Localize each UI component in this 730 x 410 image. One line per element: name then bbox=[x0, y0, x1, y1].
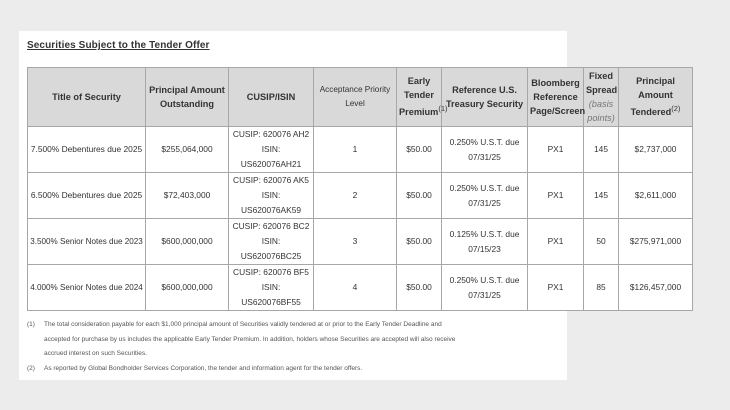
cell-premium: $50.00 bbox=[397, 219, 442, 265]
cell-treasury bbox=[442, 127, 528, 173]
header-title-of-security: Title of Security bbox=[28, 68, 146, 127]
cell-treasury bbox=[442, 173, 528, 219]
cell-principal: $255,064,000 bbox=[146, 127, 229, 173]
header-fixed-spread bbox=[584, 68, 619, 127]
cell-principal: $72,403,000 bbox=[146, 173, 229, 219]
footnote-1 bbox=[27, 318, 507, 362]
cell-premium: $50.00 bbox=[397, 127, 442, 173]
cell-isin: ISIN: US620076BF55 bbox=[241, 282, 301, 307]
cell-treasury-line1: 0.250% U.S.T. due bbox=[449, 182, 520, 193]
header-principal-amount: Principal Amount Outstanding bbox=[146, 68, 229, 127]
cell-tendered: $2,737,000 bbox=[619, 127, 693, 173]
cell-isin: ISIN: US620076AH21 bbox=[240, 144, 302, 169]
cell-bloomberg: PX1 bbox=[528, 219, 584, 265]
cell-principal: $600,000,000 bbox=[146, 219, 229, 265]
cell-premium: $50.00 bbox=[397, 173, 442, 219]
cell-treasury bbox=[442, 219, 528, 265]
cell-treasury-line2: 07/15/23 bbox=[468, 243, 501, 254]
cell-title: 4.000% Senior Notes due 2024 bbox=[28, 265, 146, 311]
cell-tendered: $2,611,000 bbox=[619, 173, 693, 219]
footnote-ref-1: (1) bbox=[438, 104, 448, 114]
cell-cusip-isin bbox=[229, 265, 314, 311]
cell-tendered: $126,457,000 bbox=[619, 265, 693, 311]
cell-treasury-line1: 0.250% U.S.T. due bbox=[449, 274, 520, 285]
cell-priority: 3 bbox=[314, 219, 397, 265]
cell-isin: ISIN: US620076BC25 bbox=[240, 236, 302, 261]
footnote-line: accepted for purchase by us includes the applicable Early Tender Premium. In addition, holders whose Securities are accepted will also receive bbox=[44, 335, 456, 343]
cell-cusip: CUSIP: 620076 AH2 bbox=[232, 129, 310, 139]
cell-spread: 85 bbox=[584, 265, 619, 311]
footnote-number: (1) bbox=[27, 321, 35, 328]
securities-table bbox=[27, 67, 693, 311]
cell-bloomberg: PX1 bbox=[528, 173, 584, 219]
table-header-row bbox=[28, 68, 693, 127]
cell-premium: $50.00 bbox=[397, 265, 442, 311]
footnote-line: The total consideration payable for each $1,000 principal amount of Securities validly tendered at or prior to the Early Tender Deadline and bbox=[44, 321, 442, 328]
table-row bbox=[28, 173, 693, 219]
header-fixed-spread-unit: (basis points) bbox=[587, 99, 615, 123]
cell-bloomberg: PX1 bbox=[528, 265, 584, 311]
table-row bbox=[28, 127, 693, 173]
header-early-tender-premium bbox=[397, 68, 448, 127]
cell-priority: 1 bbox=[314, 127, 397, 173]
footnote-number: (2) bbox=[27, 364, 35, 372]
cell-principal: $600,000,000 bbox=[146, 265, 229, 311]
table-row bbox=[28, 219, 693, 265]
cell-bloomberg: PX1 bbox=[528, 127, 584, 173]
footnotes bbox=[27, 318, 507, 376]
footnote-line: As reported by Global Bondholder Services Corporation, the tender and information agent for the tender offers. bbox=[44, 364, 363, 372]
cell-cusip: CUSIP: 620076 BF5 bbox=[233, 267, 309, 277]
header-cusip-isin: CUSIP/ISIN bbox=[229, 68, 314, 127]
footnote-line: accrued interest on such Securities. bbox=[44, 350, 147, 357]
cell-spread: 50 bbox=[584, 219, 619, 265]
cell-treasury-line1: 0.125% U.S.T. due bbox=[449, 228, 520, 239]
cell-priority: 4 bbox=[314, 265, 397, 311]
table-title: Securities Subject to the Tender Offer bbox=[27, 40, 210, 51]
header-principal-tendered-label: Principal Amount Tendered bbox=[630, 76, 675, 118]
cell-treasury-line2: 07/31/25 bbox=[468, 197, 501, 208]
cell-treasury-line1: 0.250% U.S.T. due bbox=[449, 136, 520, 147]
cell-cusip-isin bbox=[229, 219, 314, 265]
cell-treasury-line2: 07/31/25 bbox=[468, 151, 501, 162]
header-reference-treasury: Reference U.S. Treasury Security bbox=[442, 68, 528, 127]
footnote-2 bbox=[27, 362, 507, 377]
header-early-tender-premium-label: Early Tender Premium bbox=[399, 76, 439, 118]
footnote-ref-2: (2) bbox=[671, 104, 681, 114]
header-fixed-spread-label: Fixed Spread bbox=[586, 71, 618, 95]
cell-title: 3.500% Senior Notes due 2023 bbox=[28, 219, 146, 265]
cell-cusip: CUSIP: 620076 AK5 bbox=[233, 175, 309, 185]
cell-tendered: $275,971,000 bbox=[619, 219, 693, 265]
footnote-text bbox=[44, 318, 507, 362]
cell-title: 6.500% Debentures due 2025 bbox=[28, 173, 146, 219]
header-bloomberg-page: Bloomberg Reference Page/Screen bbox=[528, 68, 584, 127]
cell-spread: 145 bbox=[584, 173, 619, 219]
header-principal-tendered bbox=[619, 68, 693, 127]
header-acceptance-priority: Acceptance Priority Level bbox=[314, 68, 397, 127]
footnote-text bbox=[44, 362, 507, 377]
cell-treasury-line2: 07/31/25 bbox=[468, 289, 501, 300]
cell-spread: 145 bbox=[584, 127, 619, 173]
cell-isin: ISIN: US620076AK59 bbox=[240, 190, 302, 215]
cell-priority: 2 bbox=[314, 173, 397, 219]
cell-title: 7.500% Debentures due 2025 bbox=[28, 127, 146, 173]
cell-treasury bbox=[442, 265, 528, 311]
cell-cusip-isin bbox=[229, 127, 314, 173]
cell-cusip-isin bbox=[229, 173, 314, 219]
cell-cusip: CUSIP: 620076 BC2 bbox=[232, 221, 310, 231]
table-row bbox=[28, 265, 693, 311]
